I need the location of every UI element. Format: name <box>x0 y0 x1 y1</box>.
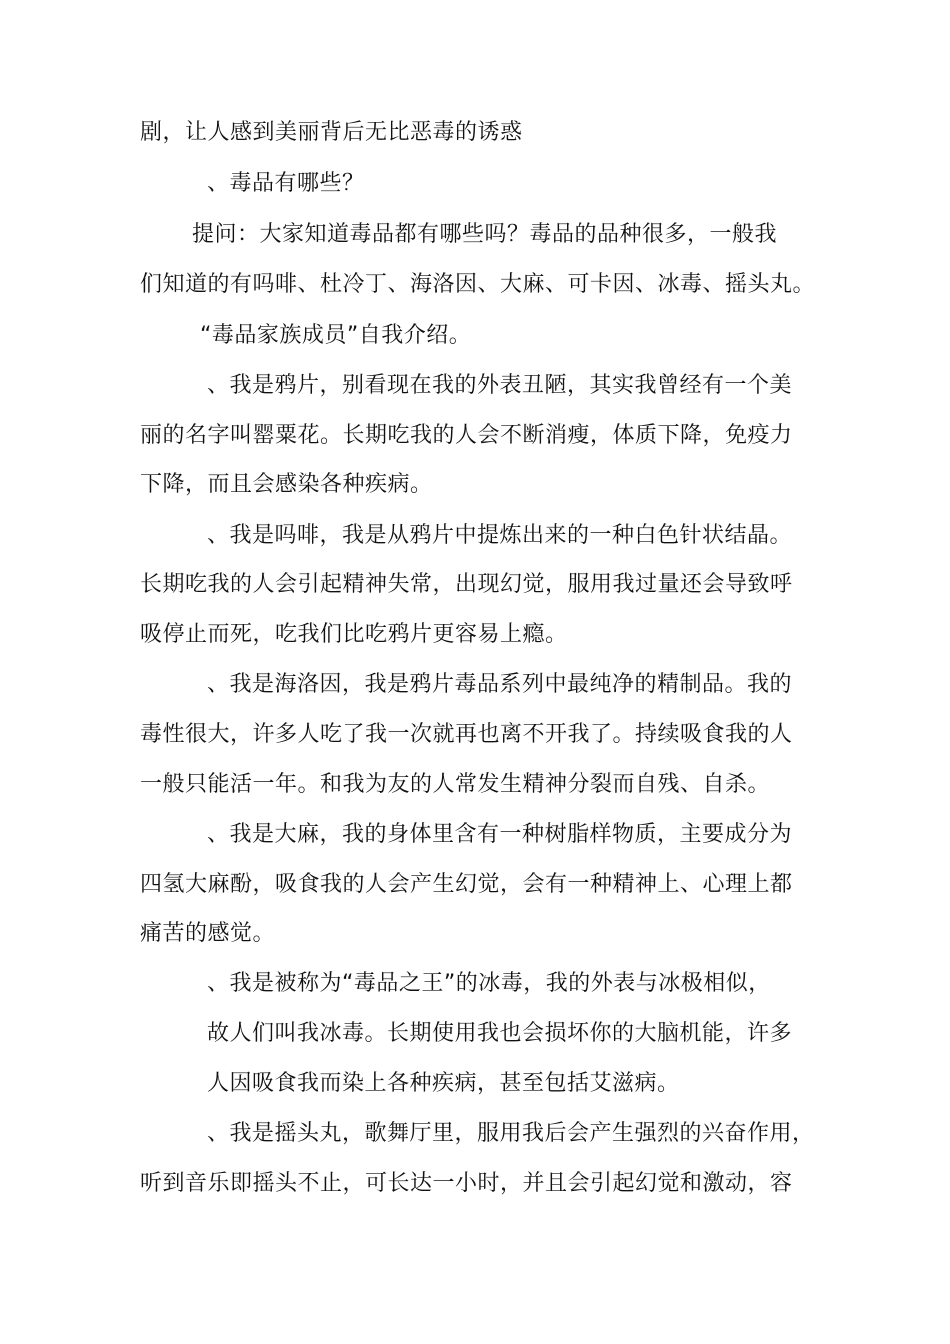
text-line: 故人们叫我冰毒。长期使用我也会损坏你的大脑机能，许多 <box>207 1021 793 1046</box>
text-line: 长期吃我的人会引起精神失常，出现幻觉，服用我过量还会导致呼 <box>140 572 793 597</box>
text-line: 、我是大麻，我的身体里含有一种树脂样物质，主要成分为 <box>207 822 793 847</box>
text-line: 毒性很大，许多人吃了我一次就再也离不开我了。持续吸食我的人 <box>140 722 793 747</box>
text-line: 、我是吗啡，我是从鸦片中提炼出来的一种白色针状结晶。 <box>207 523 793 548</box>
text-line: 剧，让人感到美丽背后无比恶毒的诱惑 <box>140 120 523 145</box>
text-line: 四氢大麻酚，吸食我的人会产生幻觉，会有一种精神上、心理上都 <box>140 872 793 897</box>
text-line: 丽的名字叫罂粟花。长期吃我的人会不断消瘦，体质下降，免疫力 <box>140 423 793 448</box>
text-line: 提问：大家知道毒品都有哪些吗？毒品的品种很多，一般我 <box>192 222 778 247</box>
section-heading: 、毒品有哪些？ <box>207 171 365 196</box>
text-line: 痛苦的感觉。 <box>140 921 276 946</box>
text-line: 、我是摇头丸，歌舞厅里，服用我后会产生强烈的兴奋作用， <box>207 1121 815 1146</box>
text-line: 、我是鸦片，别看现在我的外表丑陋，其实我曾经有一个美 <box>207 373 793 398</box>
text-line: 吸停止而死，吃我们比吃鸦片更容易上瘾。 <box>140 622 568 647</box>
text-line: 一般只能活一年。和我为友的人常发生精神分裂而自残、自杀。 <box>140 772 771 797</box>
text-line: “毒品家族成员”自我介绍。 <box>200 323 472 348</box>
text-line: 们知道的有吗啡、杜冷丁、海洛因、大麻、可卡因、冰毒、摇头丸。 <box>140 272 816 297</box>
text-line: 下降，而且会感染各种疾病。 <box>140 472 433 497</box>
text-line: 听到音乐即摇头不止，可长达一小时，并且会引起幻觉和激动，容 <box>140 1171 793 1196</box>
text-line: 人因吸食我而染上各种疾病，甚至包括艾滋病。 <box>207 1071 680 1096</box>
text-line: 、我是被称为“毒品之王”的冰毒，我的外表与冰极相似， <box>207 971 771 996</box>
text-line: 、我是海洛因，我是鸦片毒品系列中最纯净的精制品。我的 <box>207 672 793 697</box>
